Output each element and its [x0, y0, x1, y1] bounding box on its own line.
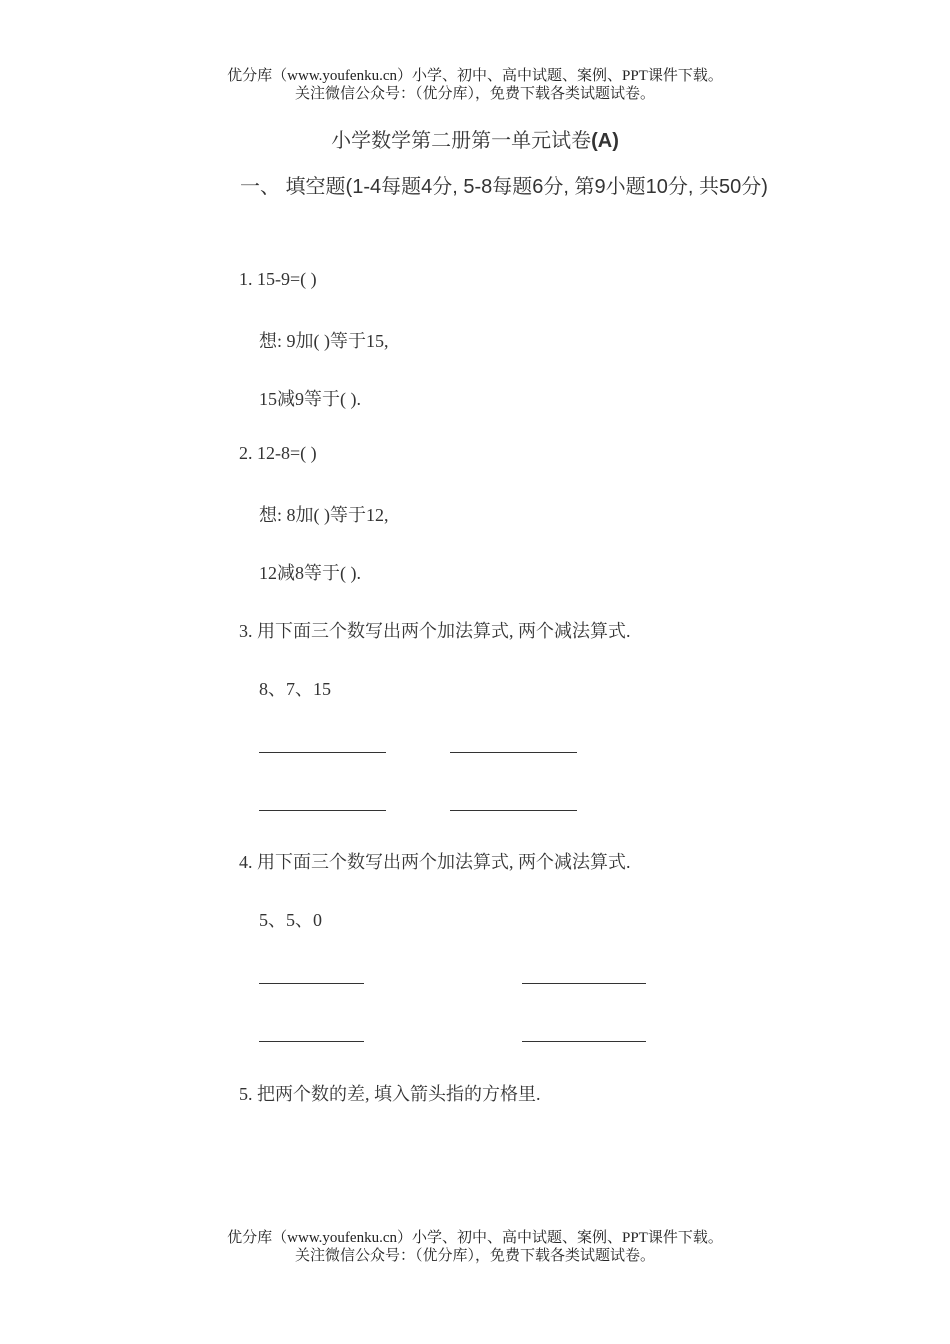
footer-line-2: 关注微信公众号：（优分库），免费下载各类试题试卷。: [294, 1248, 655, 1264]
q1-think: 想: 9加( )等于15,: [259, 331, 389, 351]
section-heading: [202, 168, 812, 206]
page-footer: [0, 1229, 950, 1265]
q4-answer-blank-4[interactable]: [522, 1041, 646, 1042]
q1-result: 15减9等于( ).: [259, 389, 361, 409]
header-line-2: 关注微信公众号：（优分库），免费下载各类试题试卷。: [294, 86, 655, 102]
page-title: [0, 124, 950, 153]
q4-answer-blank-2[interactable]: [522, 983, 646, 984]
q2-think: 想: 8加( )等于12,: [259, 505, 389, 525]
header-line-1: 优分库（www.youfenku.cn）小学、初中、高中试题、案例、PPT课件下载。: [227, 68, 723, 84]
footer-line-1: 优分库（www.youfenku.cn）小学、初中、高中试题、案例、PPT课件下载。: [227, 1230, 723, 1246]
q3-answer-blank-3[interactable]: [259, 810, 386, 811]
q3-stem: 3. 用下面三个数写出两个加法算式, 两个减法算式.: [239, 621, 631, 641]
q2-stem: 2. 12-8=( ): [239, 443, 317, 463]
section-heading-text: 一、 填空题(1-4每题4分, 5-8每题6分, 第9小题10分, 共50分): [240, 176, 768, 198]
q3-answer-blank-1[interactable]: [259, 752, 386, 753]
q4-numbers: 5、5、0: [259, 910, 322, 930]
q4-answer-blank-3[interactable]: [259, 1041, 364, 1042]
page-header: [0, 67, 950, 103]
q3-answer-blank-2[interactable]: [450, 752, 577, 753]
q4-stem: 4. 用下面三个数写出两个加法算式, 两个减法算式.: [239, 852, 631, 872]
q2-result: 12减8等于( ).: [259, 563, 361, 583]
title-suffix: (A): [591, 130, 619, 152]
q1-stem: 1. 15-9=( ): [239, 269, 317, 289]
title-main: 小学数学第二册第一单元试卷: [331, 130, 592, 152]
q3-numbers: 8、7、15: [259, 679, 331, 699]
q3-answer-blank-4[interactable]: [450, 810, 577, 811]
q4-answer-blank-1[interactable]: [259, 983, 364, 984]
q5-stem: 5. 把两个数的差, 填入箭头指的方格里.: [239, 1084, 541, 1104]
